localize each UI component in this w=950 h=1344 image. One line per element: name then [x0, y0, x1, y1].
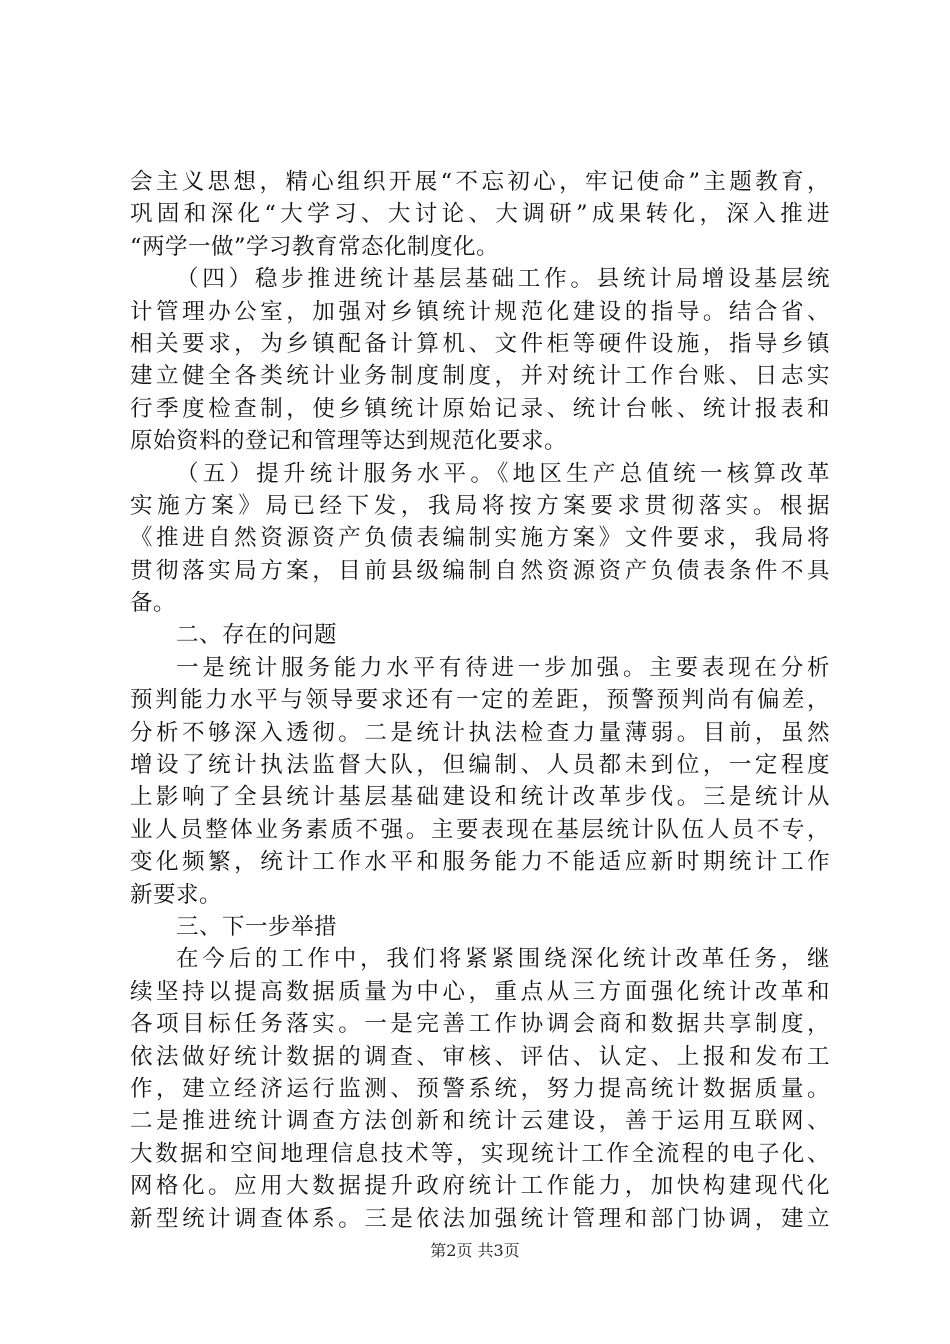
text-line: 计管理办公室，加强对乡镇统计规范化建设的指导。结合省、	[130, 298, 830, 325]
section-heading-problems: 二、存在的问题	[176, 622, 338, 649]
text-line: 新型统计调查体系。三是依法加强统计管理和部门协调，建立	[130, 1205, 830, 1232]
text-line: 增设了统计执法监督大队，但编制、人员都未到位，一定程度	[130, 752, 830, 779]
text-line: 贯彻落实局方案，目前县级编制自然资源资产负债表条件不具	[130, 557, 830, 584]
text-line: 一是统计服务能力水平有待进一步加强。主要表现在分析	[176, 654, 830, 681]
section-four-heading-line: （四）稳步推进统计基层基础工作。县统计局增设基层统	[176, 266, 830, 293]
text-line: 续坚持以提高数据质量为中心，重点从三方面强化统计改革和	[130, 978, 830, 1005]
text-line: 新要求。	[130, 881, 223, 908]
text-line: 依法做好统计数据的调查、审核、评估、认定、上报和发布工	[130, 1043, 830, 1070]
page-number-label: 第2页 共3页	[430, 1241, 520, 1260]
text-line: 变化频繁，统计工作水平和服务能力不能适应新时期统计工作	[130, 849, 830, 876]
text-line: 行季度检查制，使乡镇统计原始记录、统计台帐、统计报表和	[130, 395, 830, 422]
text-line: 相关要求，为乡镇配备计算机、文件柜等硬件设施，指导乡镇	[130, 330, 830, 357]
text-line: 预判能力水平与领导要求还有一定的差距，预警预判尚有偏差，	[130, 687, 830, 714]
text-line: 作，建立经济运行监测、预警系统，努力提高统计数据质量。	[130, 1075, 830, 1102]
text-line: 在今后的工作中，我们将紧紧围绕深化统计改革任务，继	[176, 946, 830, 973]
section-heading-next-steps: 三、下一步举措	[176, 913, 338, 940]
text-line: 各项目标任务落实。一是完善工作协调会商和数据共享制度，	[130, 1011, 830, 1038]
page-footer	[0, 1240, 950, 1262]
text-line: 原始资料的登记和管理等达到规范化要求。	[130, 428, 568, 455]
text-line: 上影响了全县统计基层基础建设和统计改革步伐。三是统计从	[130, 784, 830, 811]
text-line: 网格化。应用大数据提升政府统计工作能力，加快构建现代化	[130, 1173, 830, 1200]
text-line: 大数据和空间地理信息技术等，实现统计工作全流程的电子化、	[130, 1140, 830, 1167]
text-line: 巩固和深化“大学习、大讨论、大调研”成果转化，深入推进	[130, 201, 830, 228]
text-line: 会主义思想，精心组织开展“不忘初心，牢记使命”主题教育，	[130, 169, 830, 195]
section-five-heading-line: （五）提升统计服务水平。《地区生产总值统一核算改革	[176, 460, 830, 487]
text-line: 分析不够深入透彻。二是统计执法检查力量薄弱。目前，虽然	[130, 719, 830, 746]
document-body	[130, 166, 830, 1235]
text-line: 备。	[130, 590, 177, 617]
text-line: 《推进自然资源资产负债表编制实施方案》文件要求，我局将	[130, 525, 830, 552]
text-line: 业人员整体业务素质不强。主要表现在基层统计队伍人员不专，	[130, 816, 830, 843]
text-line: “两学一做”学习教育常态化制度化。	[130, 233, 500, 260]
text-line: 实施方案》局已经下发，我局将按方案要求贯彻落实。根据	[130, 492, 830, 519]
text-line: 建立健全各类统计业务制度制度，并对统计工作台账、日志实	[130, 363, 830, 390]
text-line: 二是推进统计调查方法创新和统计云建设，善于运用互联网、	[130, 1108, 830, 1135]
